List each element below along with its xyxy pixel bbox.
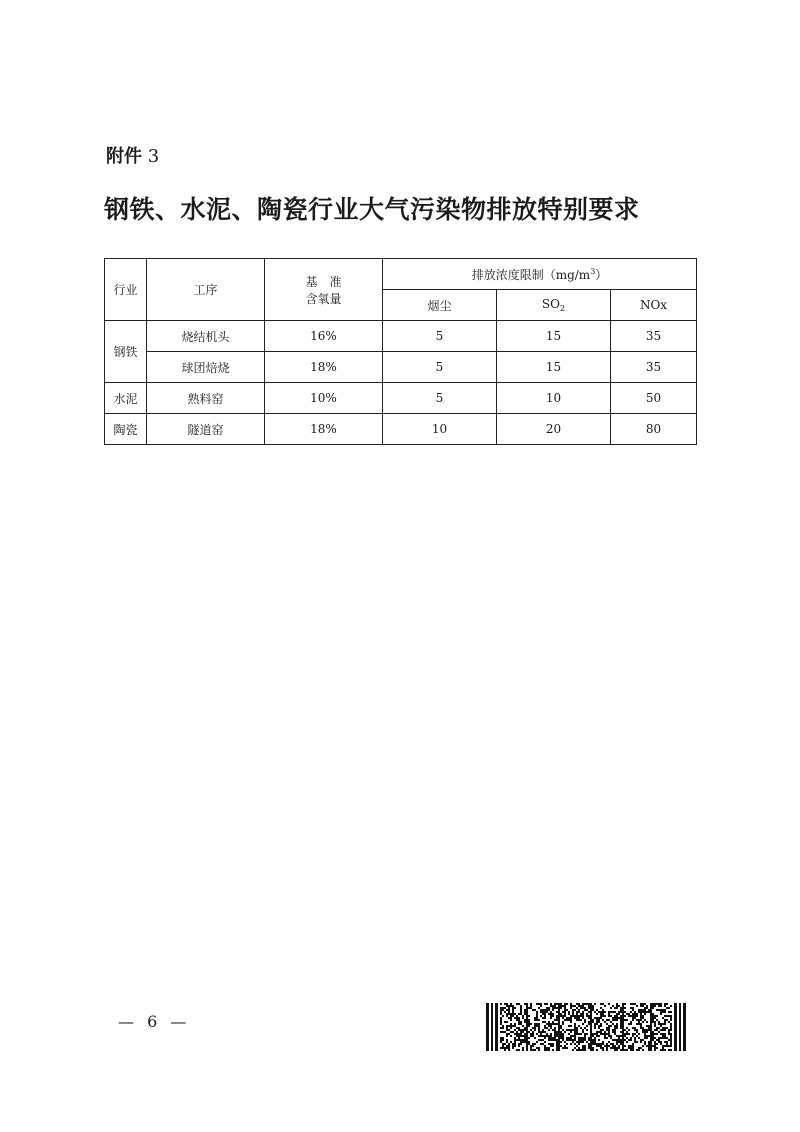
- document-title: 钢铁、水泥、陶瓷行业大气污染物排放特别要求: [104, 195, 640, 224]
- so2-cell: 20: [497, 414, 611, 445]
- header-baseline-oxygen-line1: 基 准: [305, 274, 342, 289]
- header-baseline-oxygen-line2: 含氧量: [305, 291, 342, 306]
- nox-cell: 35: [611, 321, 697, 352]
- nox-cell: 35: [611, 352, 697, 383]
- header-so2-main: SO: [541, 297, 560, 311]
- header-so2-sub: 2: [559, 304, 566, 313]
- header-emission-limit-sup: 3: [590, 266, 596, 276]
- industry-cell: 水泥: [105, 383, 147, 414]
- so2-cell: 15: [497, 352, 611, 383]
- oxygen-cell: 16%: [265, 321, 383, 352]
- oxygen-cell: 10%: [265, 383, 383, 414]
- page-number: — 6 —: [118, 1012, 191, 1031]
- dust-cell: 10: [383, 414, 497, 445]
- process-cell: 熟料窑: [147, 383, 265, 414]
- header-baseline-oxygen: [265, 259, 383, 321]
- annex-label: [106, 142, 159, 168]
- barcode-image: [486, 1003, 686, 1051]
- header-emission-limit-text: 排放浓度限制（mg/m: [471, 267, 591, 282]
- header-so2: [497, 290, 611, 321]
- header-emission-limit: [383, 259, 697, 290]
- header-emission-limit-close: ）: [595, 267, 608, 282]
- industry-cell: 陶瓷: [105, 414, 147, 445]
- dust-cell: 5: [383, 321, 497, 352]
- dust-cell: 5: [383, 352, 497, 383]
- annex-label-text: 附件: [106, 146, 142, 167]
- table-row: [105, 383, 697, 414]
- nox-cell: 80: [611, 414, 697, 445]
- dust-cell: 5: [383, 383, 497, 414]
- table-row: [105, 414, 697, 445]
- nox-cell: 50: [611, 383, 697, 414]
- process-cell: 球团焙烧: [147, 352, 265, 383]
- annex-number: 3: [147, 146, 160, 167]
- table-row: [105, 321, 697, 352]
- process-cell: 隧道窑: [147, 414, 265, 445]
- header-nox: NOx: [611, 290, 697, 321]
- header-industry: 行业: [105, 259, 147, 321]
- so2-cell: 10: [497, 383, 611, 414]
- table-row: [105, 352, 697, 383]
- oxygen-cell: 18%: [265, 352, 383, 383]
- process-cell: 烧结机头: [147, 321, 265, 352]
- header-dust: 烟尘: [383, 290, 497, 321]
- header-process: 工序: [147, 259, 265, 321]
- so2-cell: 15: [497, 321, 611, 352]
- oxygen-cell: 18%: [265, 414, 383, 445]
- industry-cell: 钢铁: [105, 321, 147, 383]
- emission-limits-table: [104, 258, 697, 445]
